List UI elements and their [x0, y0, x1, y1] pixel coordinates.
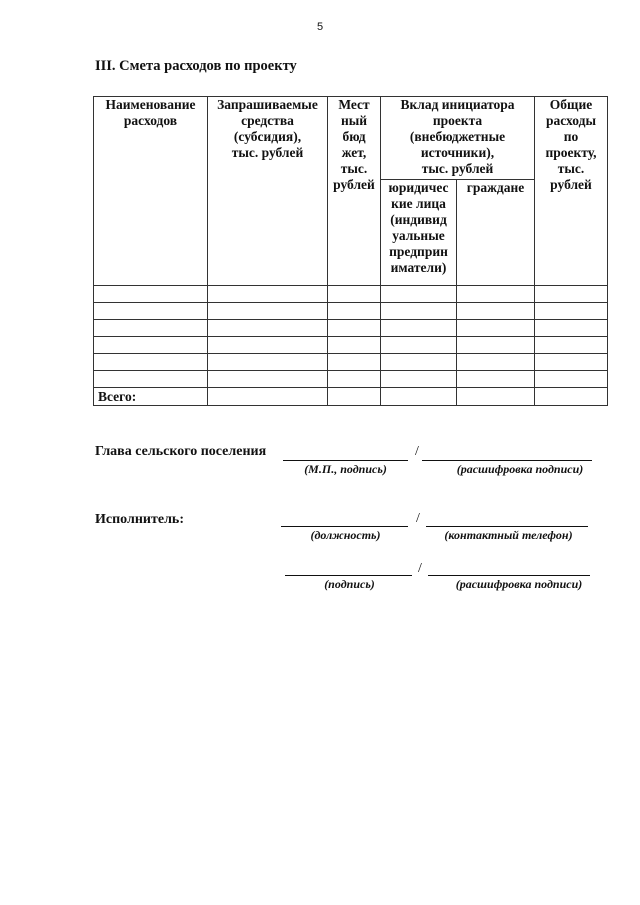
total-label: Всего:: [94, 388, 208, 406]
signature-decoding-line: [428, 575, 590, 576]
head-caption-signature: (М.П., подпись): [304, 462, 387, 476]
executor-slash: /: [416, 511, 420, 526]
page-number: 5: [316, 21, 324, 33]
executor-position-line: [281, 526, 408, 527]
signature-line: [285, 575, 412, 576]
executor-label: Исполнитель:: [95, 512, 184, 527]
signature-slash: /: [418, 561, 422, 576]
total-row: [94, 388, 608, 406]
header-requested-funds: Запрашиваемые средства (субсидия), тыс. рублей: [208, 97, 328, 286]
budget-table: [93, 96, 608, 406]
signature-caption: (подпись): [324, 577, 375, 591]
signature-decoding-caption: (расшифровка подписи): [455, 577, 583, 591]
table-row: [94, 286, 608, 303]
table-row: [94, 303, 608, 320]
table-row: [94, 354, 608, 371]
executor-caption-position: (должность): [310, 528, 381, 542]
executor-phone-line: [426, 526, 588, 527]
header-legal-entities: юридичес кие лица (индивид уальные предприн иматели): [381, 180, 457, 286]
table-row: [94, 371, 608, 388]
head-caption-decoding: (расшифровка подписи): [456, 462, 584, 476]
head-name-line: [422, 460, 592, 461]
table-row: [94, 337, 608, 354]
section-title: III. Смета расходов по проекту: [95, 58, 297, 74]
table-row: [94, 320, 608, 337]
executor-caption-phone: (контактный телефон): [444, 528, 573, 542]
header-local-budget: Мест ный бюд жет, тыс. рублей: [328, 97, 381, 286]
header-initiator-contribution: Вклад инициатора проекта (внебюджетные источники), тыс. рублей: [381, 97, 535, 180]
head-signature-label: Глава сельского поселения: [95, 444, 267, 459]
head-slash: /: [415, 444, 419, 459]
header-expense-name: Наименование расходов: [94, 97, 208, 286]
header-citizens: граждане: [457, 180, 535, 286]
header-total-expenses: Общие расходы по проекту, тыс. рублей: [535, 97, 608, 286]
head-signature-line: [283, 460, 408, 461]
